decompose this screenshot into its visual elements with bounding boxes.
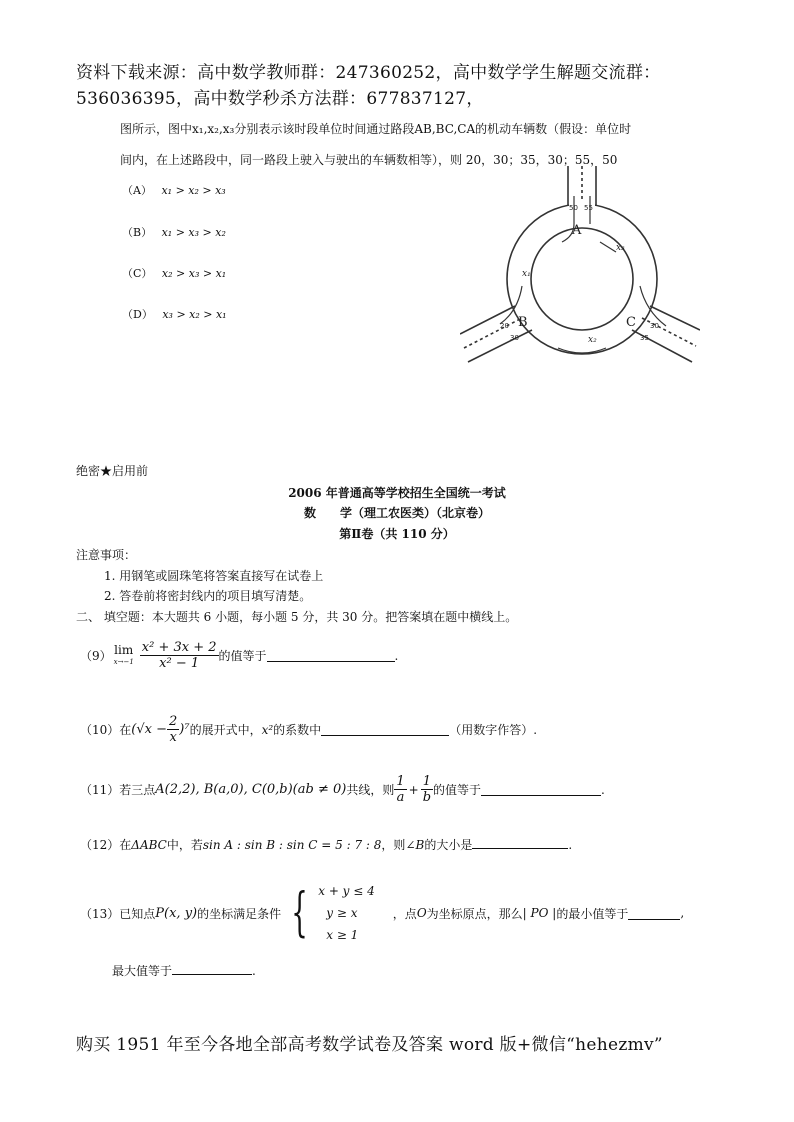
- q10-mid: 的展开式中，: [189, 723, 262, 737]
- q9-answer-blank[interactable]: [267, 649, 395, 662]
- q9-end: .: [394, 648, 399, 663]
- q13-cond-2: y ≥ x: [326, 906, 358, 920]
- q13-point: P(x, y): [155, 905, 198, 921]
- problem8-text-line-1: 图所示，图中x₁,x₂,x₃分别表示该时段单位时间通过路段AB,BC,CA的机动车辆数（假设：单位时: [120, 122, 632, 136]
- option-b: [122, 224, 226, 240]
- q13-number: （13）已知点: [80, 906, 156, 921]
- node-a-label: A: [572, 223, 582, 238]
- q13-end2: .: [252, 964, 256, 978]
- q10-number: （10）在: [80, 723, 132, 737]
- q11-f1-num: 1: [396, 774, 405, 789]
- q11-number: （11）若三点: [80, 783, 156, 797]
- q11-answer-blank[interactable]: [481, 783, 601, 796]
- option-a: [122, 182, 226, 198]
- x2-label: x₂: [588, 335, 597, 345]
- q12-mid2: ，则: [381, 838, 406, 852]
- x3-label: x₃: [616, 243, 625, 253]
- header-line-2: 536036395，高中数学秒杀方法群：677837127，: [76, 89, 484, 109]
- q11-f2-num: 1: [421, 774, 433, 790]
- q12-number: （12）在: [80, 838, 132, 852]
- node-c-label: C: [626, 315, 636, 330]
- node-b-label: B: [518, 315, 528, 330]
- exam-title: 2006 年普通高等学校招生全国统一考试: [288, 486, 506, 500]
- option-text: x₃ > x₂ > x₁: [162, 308, 227, 321]
- q9-numerator: x² + 3x + 2: [141, 640, 217, 655]
- q11-fraction-2: [421, 774, 433, 805]
- problem8-text-line-2: 间内，在上述路段中，同一路段上驶入与驶出的车辆数相等），则 20，30；35，30；55，50: [120, 153, 618, 167]
- option-text: x₂ > x₃ > x₁: [161, 267, 227, 280]
- option-text: x₁ > x₂ > x₃: [161, 184, 226, 197]
- question-10: [80, 714, 537, 745]
- note-item-2: 2. 答卷前将密封线内的项目填写清楚。: [104, 589, 312, 603]
- exam-part: 第Ⅱ卷（共 110 分）: [339, 527, 455, 541]
- q9-lim-sub: x→−1: [113, 657, 134, 666]
- section-heading: 二、 填空题：本大题共 6 小题，每小题 5 分，共 30 分。把答案填在题中横线上。: [76, 610, 518, 624]
- q13-cond-1: x + y ≤ 4: [318, 884, 375, 898]
- flow-55-label: 55: [584, 204, 593, 212]
- q13-max-label: 最大值等于: [112, 964, 173, 978]
- q9-denominator: x² − 1: [159, 656, 200, 671]
- q12-ratio: sin A : sin B : sin C = 5 : 7 : 8: [202, 838, 382, 852]
- q11-tail: 的值等于: [433, 783, 482, 797]
- flow-30-left-label: 30: [510, 334, 519, 342]
- option-label: （C）: [122, 267, 153, 280]
- q9-fraction: [140, 640, 219, 671]
- q9-limit: [114, 644, 134, 668]
- q9-tail: 的值等于: [218, 649, 267, 663]
- q10-note: （用数字作答）.: [449, 723, 538, 737]
- q11-f2-den: b: [422, 790, 432, 805]
- q11-points: A(2,2), B(a,0), C(0,b)(ab ≠ 0): [155, 782, 347, 797]
- question-13-line-2: [112, 962, 256, 979]
- road-left-center: [464, 318, 522, 348]
- q13-end: ,: [680, 906, 685, 920]
- q10-answer-blank[interactable]: [321, 723, 449, 736]
- q10-fraction: [167, 714, 179, 745]
- q13-mid3: 为坐标原点，那么: [426, 906, 523, 921]
- q13-mid: 的坐标满足条件: [197, 906, 282, 921]
- option-d: [122, 306, 227, 322]
- q10-x2: x²: [261, 722, 274, 737]
- arrow-x3: [600, 242, 616, 252]
- question-13: [80, 880, 684, 946]
- option-label: （D）: [122, 308, 153, 321]
- q11-mid: 共线，则: [346, 783, 395, 797]
- q13-min-answer-blank[interactable]: [628, 907, 680, 920]
- option-label: （B）: [122, 226, 153, 239]
- road-left-lower: [468, 330, 532, 362]
- q12-triangle: ΔABC: [131, 838, 167, 852]
- q12-tail: 的大小是: [424, 838, 473, 852]
- flow-50-label: 50: [569, 204, 578, 212]
- q13-brace: {: [291, 883, 308, 943]
- q9-lim: lim: [114, 642, 134, 657]
- option-c: [122, 265, 226, 281]
- q13-po: | PO |: [522, 906, 557, 920]
- note-item-1: 1. 用钢笔或圆珠笔将答案直接写在试卷上: [104, 569, 324, 583]
- q10-frac-den: x: [169, 730, 177, 745]
- question-9: [80, 640, 398, 671]
- q13-mid2: ，点: [392, 906, 417, 921]
- q10-tail: 的系数中: [273, 723, 322, 737]
- q10-frac-num: 2: [169, 714, 178, 729]
- q11-f1-den: a: [396, 790, 405, 805]
- q12-answer-blank[interactable]: [472, 836, 568, 849]
- option-text: x₁ > x₃ > x₂: [161, 226, 226, 239]
- q12-mid: 中，若: [166, 838, 203, 852]
- notes-heading: 注意事项：: [76, 548, 137, 562]
- q12-angle: ∠B: [405, 838, 425, 852]
- q9-number: （9）: [80, 649, 112, 663]
- header-line-1: 资料下载来源：高中数学教师群：247360252，高中数学学生解题交流群：: [76, 63, 661, 83]
- flow-30-right-label: 30: [650, 322, 659, 330]
- roundabout-diagram: [460, 166, 700, 376]
- q11-fraction-1: [394, 774, 406, 805]
- question-11: [80, 774, 605, 805]
- q10-expr-b: )⁷: [179, 722, 190, 737]
- q10-expr-a: (√x −: [131, 722, 167, 737]
- q11-end: .: [601, 782, 605, 797]
- q13-conditions: [318, 880, 375, 946]
- q13-origin: O: [416, 906, 427, 920]
- q13-max-answer-blank[interactable]: [172, 962, 252, 975]
- option-label: （A）: [122, 184, 152, 197]
- footer-ad: 购买 1951 年至今各地全部高考数学试卷及答案 word 版+微信“hehezmv”: [76, 1035, 663, 1055]
- q13-tail: 的最小值等于: [556, 906, 629, 921]
- question-12: [80, 836, 572, 853]
- secret-label: 绝密★启用前: [76, 464, 149, 478]
- q11-plus: +: [408, 782, 419, 797]
- exam-subject: 数 学（理工农医类）（北京卷）: [303, 506, 490, 520]
- q12-end: .: [568, 838, 573, 852]
- flow-20-label: 20: [500, 322, 509, 330]
- flow-35-label: 35: [640, 334, 649, 342]
- q13-cond-3: x ≥ 1: [326, 928, 359, 942]
- x1-label: x₁: [522, 269, 531, 279]
